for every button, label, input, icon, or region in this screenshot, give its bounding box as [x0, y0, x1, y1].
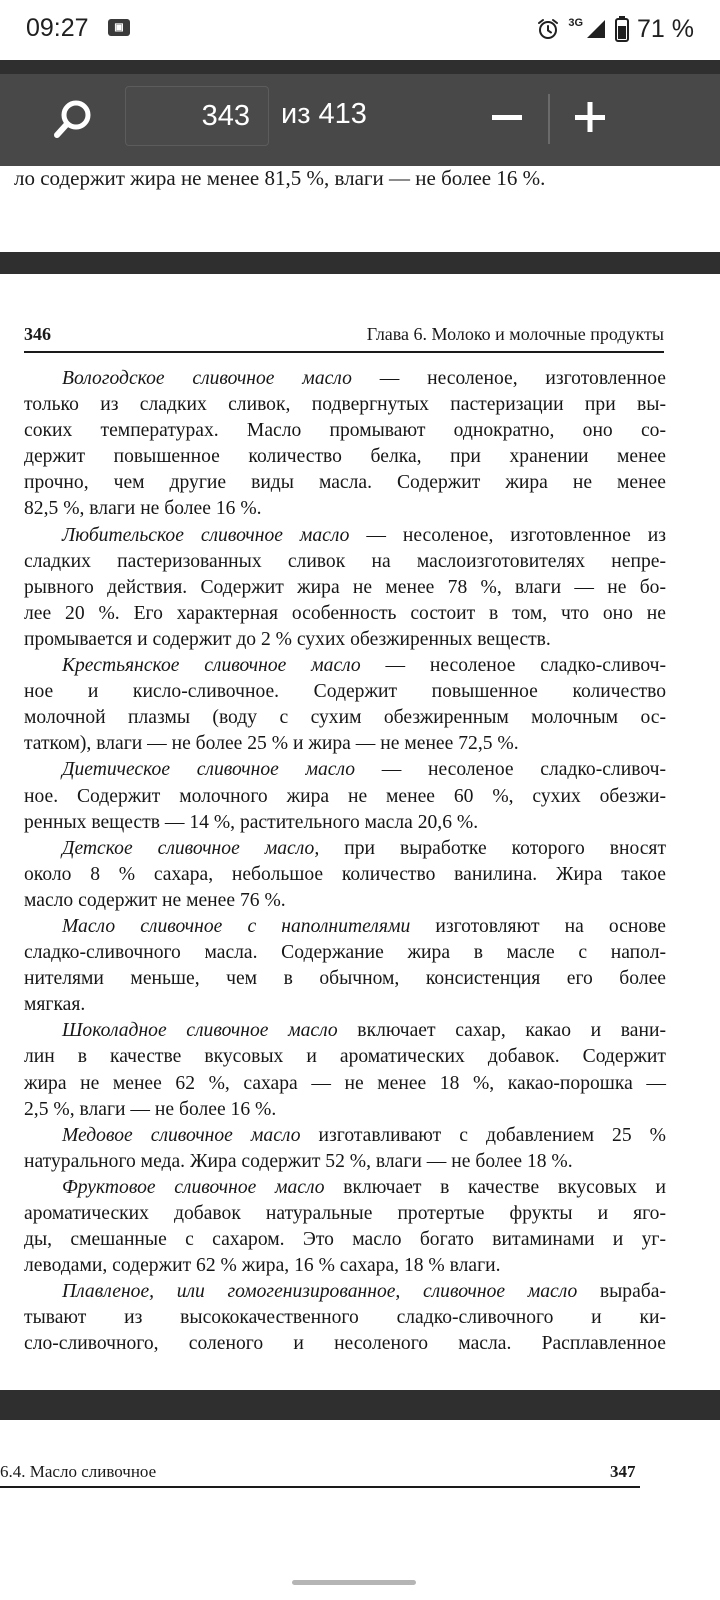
search-icon[interactable]	[46, 92, 102, 148]
previous-page-text: ло содержит жира не менее 81,5 %, влаги — не более 16 %.	[14, 166, 546, 190]
line-text: масло содержит не менее 76 %.	[24, 889, 286, 911]
line-text: изготовляют на основе	[410, 915, 666, 937]
page-separator	[0, 1390, 720, 1420]
toolbar-divider	[548, 94, 550, 144]
text-line	[24, 444, 666, 470]
line-text: выраба-	[577, 1281, 666, 1303]
line-text: ароматических добавок натуральные протертые фрукты и яго-	[24, 1203, 666, 1224]
network-type: 3G	[568, 17, 584, 29]
text-line	[24, 653, 666, 679]
line-text: мягкая.	[24, 994, 86, 1016]
text-line	[24, 627, 666, 653]
line-text: включает в качестве вкусовых и	[324, 1176, 666, 1198]
gallery-icon: ▣	[108, 19, 130, 36]
header-rule	[24, 351, 664, 353]
text-line	[24, 705, 666, 731]
text-line	[24, 784, 666, 810]
text-line	[24, 1279, 666, 1305]
reader-toolbar	[0, 74, 720, 166]
text-line	[24, 418, 666, 444]
text-line	[24, 914, 666, 940]
text-line	[24, 836, 666, 862]
term-italic: Крестьянское сливочное масло	[62, 655, 361, 677]
line-text: рывного действия. Содержит жира не менее 78 %, влаги — не бо-	[24, 576, 666, 598]
line-text: натурального меда. Жира содержит 52 %, влаги — не более 18 %.	[24, 1150, 573, 1172]
term-italic: Шоколадное сливочное масло	[62, 1020, 338, 1042]
next-page	[0, 1420, 720, 1600]
term-italic: Медовое сливочное масло	[62, 1124, 301, 1146]
line-text: промывается и содержит до 2 % сухих обезжиренных веществ.	[24, 628, 551, 650]
page-number-input[interactable]: 343	[125, 86, 269, 146]
text-line	[24, 1149, 666, 1175]
text-line	[24, 966, 666, 992]
term-italic: Любительское сливочное масло	[62, 524, 350, 546]
line-text: держит повышенное количество белка, при хранении менее	[24, 446, 666, 468]
status-icons	[536, 12, 694, 46]
home-indicator[interactable]	[292, 1580, 416, 1585]
text-line	[24, 366, 666, 392]
text-line	[24, 862, 666, 888]
line-text: сладких пастеризованных сливок на маслоизготовителях непре-	[24, 550, 666, 572]
header-rule	[0, 1486, 640, 1488]
line-text: жира не менее 62 %, сахара — не менее 18 %, какао-порошка —	[24, 1072, 666, 1094]
running-header	[24, 324, 664, 352]
page-separator	[0, 252, 720, 274]
text-line	[24, 1044, 666, 1070]
line-text: — несоленое, изготовленное из	[349, 524, 667, 546]
line-text: ное и кисло-сливочное. Содержит повышенное количество	[24, 681, 666, 703]
text-line	[24, 888, 666, 914]
text-line	[24, 1123, 666, 1149]
text-line	[24, 731, 666, 757]
status-time: 09:27	[26, 14, 89, 42]
text-line	[24, 940, 666, 966]
line-text: сладко-сливочного масла. Содержание жира в масле с напол-	[24, 942, 666, 964]
line-text: тывают из высококачественного сладко-сливочного и ки-	[24, 1307, 666, 1329]
chapter-title: Глава 6. Молоко и молочные продукты	[366, 324, 664, 344]
next-page-header	[0, 1462, 720, 1486]
signal-icon	[585, 18, 607, 40]
page-count-label: из 413	[281, 98, 367, 130]
line-text: только из сладких сливок, подвергнутых пастеризации при вы-	[24, 394, 666, 416]
line-text: нителями меньше, чем в обычном, консистенция его более	[24, 968, 666, 990]
document-page	[0, 274, 720, 1390]
text-line	[24, 496, 666, 522]
zoom-in-icon[interactable]	[565, 92, 615, 142]
text-line	[24, 1331, 666, 1357]
text-line	[24, 470, 666, 496]
battery-percent: 71 %	[637, 14, 694, 43]
text-line	[24, 1018, 666, 1044]
line-text: изготавливают с добавлением 25 %	[300, 1124, 666, 1146]
viewer-background	[0, 60, 720, 74]
text-line	[24, 601, 666, 627]
line-text: сло-сливочного, соленого и несоленого масла. Расплавленное	[24, 1333, 666, 1355]
page-body	[24, 366, 666, 1358]
line-text: включает сахар, какао и вани-	[337, 1020, 666, 1042]
text-line	[24, 757, 666, 783]
zoom-out-icon[interactable]	[482, 92, 532, 142]
line-text: при выработке которого вносят	[319, 837, 667, 859]
text-line	[24, 1097, 666, 1123]
section-title: 6.4. Масло сливочное	[0, 1462, 157, 1481]
battery-icon	[615, 16, 629, 42]
text-line	[24, 679, 666, 705]
line-text: татком), влаги — не более 25 % и жира — не менее 72,5 %.	[24, 733, 519, 755]
text-line	[24, 1201, 666, 1227]
text-line	[24, 1175, 666, 1201]
text-line	[24, 992, 666, 1018]
line-text: 82,5 %, влаги не более 16 %.	[24, 498, 262, 520]
line-text: 2,5 %, влаги — не более 16 %.	[24, 1098, 277, 1120]
text-line	[24, 392, 666, 418]
line-text: лее 20 %. Его характерная особенность состоит в том, что оно не	[24, 602, 666, 624]
text-line	[24, 1305, 666, 1331]
line-text: прочно, чем другие виды масла. Содержит жира не менее	[24, 472, 666, 494]
alarm-icon	[536, 17, 560, 41]
text-line	[24, 523, 666, 549]
line-text: леводами, содержит 62 % жира, 16 % сахара, 18 % влаги.	[24, 1255, 501, 1277]
line-text: молочной плазмы (воду с сухим обезжиренным молочным ос-	[24, 707, 666, 729]
term-italic: Вологодское сливочное масло	[62, 368, 352, 389]
line-text: ренных веществ — 14 %, растительного масла 20,6 %.	[24, 811, 479, 833]
next-page-number: 347	[610, 1462, 636, 1481]
term-italic: Диетическое сливочное масло	[62, 759, 356, 781]
line-text: — несоленое, изготовленное	[351, 368, 666, 389]
line-text: — несоленое сладко-сливоч-	[360, 655, 666, 677]
status-bar	[0, 0, 720, 60]
line-text: лин в качестве вкусовых и ароматических добавок. Содержит	[24, 1046, 666, 1068]
term-italic: Фруктовое сливочное масло	[62, 1176, 325, 1198]
term-italic: Масло сливочное с наполнителями	[62, 915, 411, 937]
text-line	[24, 1227, 666, 1253]
line-text: ды, смешанные с сахаром. Это масло богато витаминами и уг-	[24, 1229, 666, 1251]
term-italic: Плавленое, или гомогенизированное, сливочное масло	[62, 1281, 578, 1303]
text-line	[24, 1071, 666, 1097]
text-line	[24, 575, 666, 601]
text-line	[24, 810, 666, 836]
text-line	[24, 549, 666, 575]
text-line	[24, 1253, 666, 1279]
page-number: 346	[24, 324, 51, 344]
line-text: ное. Содержит молочного жира не менее 60 %, сухих обезжи-	[24, 785, 666, 807]
line-text: соких температурах. Масло промывают однократно, оно со-	[24, 420, 666, 442]
term-italic: Детское сливочное масло,	[62, 837, 320, 859]
line-text: около 8 % сахара, небольшое количество ванилина. Жира такое	[24, 863, 666, 885]
line-text: — несоленое сладко-сливоч-	[355, 759, 666, 781]
